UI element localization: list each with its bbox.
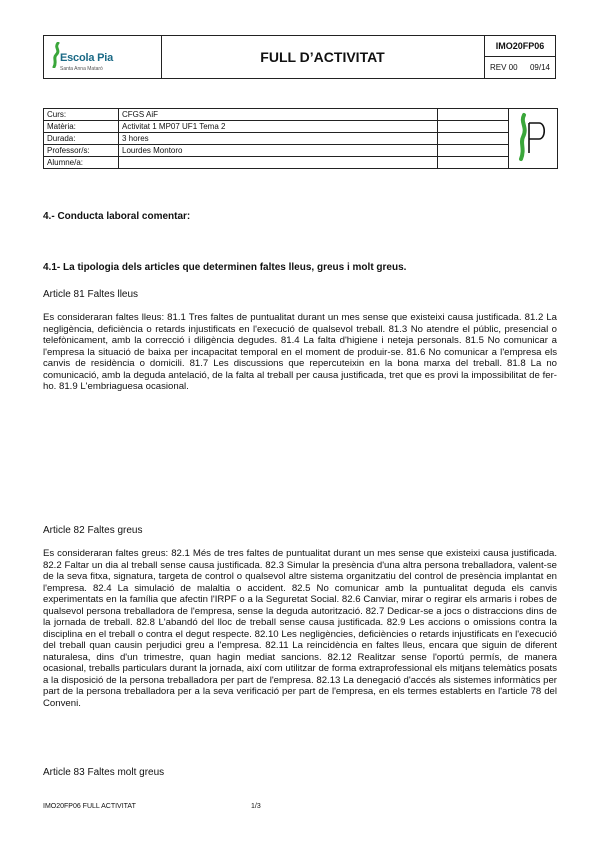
- document-code: IMO20FP06: [484, 36, 556, 57]
- document-code-cell: [484, 36, 556, 78]
- logo-name: Escola Pia: [60, 52, 114, 64]
- info-value: Activitat 1 MP07 UF1 Tema 2: [119, 121, 438, 133]
- revision: REV 00: [490, 63, 518, 72]
- empty-cell: [438, 133, 509, 145]
- info-value: 3 hores: [119, 133, 438, 145]
- table-row: [44, 109, 558, 121]
- page-number: 1/3: [251, 803, 261, 810]
- revision-row: [484, 57, 556, 78]
- fp-logo-cell: [509, 109, 558, 169]
- article-title: Article 82 Faltes greus: [43, 525, 143, 536]
- table-row: [44, 145, 558, 157]
- page-title: FULL D’ACTIVITAT: [161, 36, 485, 78]
- empty-cell: [438, 121, 509, 133]
- info-table: [43, 108, 558, 169]
- document-header: [43, 35, 556, 79]
- empty-cell: [438, 157, 509, 169]
- logo-subtitle: Santa Anna Mataró: [60, 66, 103, 72]
- revision-date: 09/14: [529, 63, 550, 72]
- empty-cell: [438, 145, 509, 157]
- article-text: Es consideraran faltes lleus: 81.1 Tres faltes de puntualitat durant un mes sense que existeixi causa justificada. 81.2 La negligència, deficiència o retards injustificats en l'execució de qualsevol treball. 81.3 No atendre el públic, presencial o telefònicament, amb la correcció i diligència degudes. 81.4 La falta d'higiene i neteja personals. 81.5 No comunicar a l'empresa la situació de baixa per incapacitat temporal en el moment de produir-se. 81.6 No comunicar a l'empresa els canvis de residència o domicili. 81.7 Les discussions que repercuteixin en la bona marxa del treball. 81.8 La no comunicació, amb la deguda antelació, de la falta al treball per causa justificada, tret que es provi la impossibilitat de fer-ho. 81.9 L'embriaguesa ocasional.: [43, 312, 557, 392]
- info-label: Matèria:: [44, 121, 119, 133]
- footer-code: IMO20FP06 FULL ACTIVITAT: [43, 803, 136, 810]
- logo-cell: [44, 36, 162, 78]
- table-row: [44, 157, 558, 169]
- article-title: Article 83 Faltes molt greus: [43, 767, 165, 778]
- article-text: Es consideraran faltes greus: 82.1 Més de tres faltes de puntualitat durant un mes sense que existeixi causa justificada. 82.2 Faltar un dia al treball sense causa justificada. 82.3 Simular la presència d'una altra persona treballadora, valent-se de la seva fitxa, signatura, targeta de control o qualsevol altre sistema organitzatiu del control de presència implantat en l'empresa. 82.4 La simulació de malaltia o accident. 82.5 No comunicar amb la puntualitat deguda els canvis experimentats en la família que afectin l'IRPF o a la Seguretat Social. 82.6 Canviar, mirar o regirar els armaris i robes de qualsevol persona treballadora de l'empresa, sense la deguda autorització. 82.7 Dedicar-se a jocs o distraccions dins de la jornada de treball. 82.8 L'abandó del lloc de treball sense causa justificada. 82.9 Les accions o omissions contra la disciplina en el treball o contra el degut respecte. 82.10 Les negligències, deficiències o retards injustificats en l'execució del treball quan causin perjudici greu a l'empresa. 82.11 La reincidència en faltes lleus, encara que siguin de diferent naturalesa, dins d'un trimestre, quan hagin mediat sancions. 82.12 Realitzar sense l'oportú permís, de manera ocasional, treballs particulars durant la jornada, així com utilitzar de forma extraprofessional els mitjans telemàtics posats a la disposició de la persona treballadora per part de l'empresa. 82.13 La denegació d'accés als sistemes informàtics per part de la persona treballadora per a la seva verificació per part de l'empresa, en els termes establerts en l'article 78 del Conveni.: [43, 548, 557, 709]
- section-heading: 4.- Conducta laboral comentar:: [43, 211, 191, 222]
- subsection-heading: 4.1- La tipologia dels articles que determinen faltes lleus, greus i molt greus.: [43, 262, 407, 273]
- info-value: CFGS AiF: [119, 109, 438, 121]
- info-label: Curs:: [44, 109, 119, 121]
- fp-logo-icon: [512, 109, 554, 165]
- info-value: [119, 157, 438, 169]
- info-label: Durada:: [44, 133, 119, 145]
- info-label: Professor/s:: [44, 145, 119, 157]
- info-label: Alumne/a:: [44, 157, 119, 169]
- info-value: Lourdes Montoro: [119, 145, 438, 157]
- table-row: [44, 121, 558, 133]
- table-row: [44, 133, 558, 145]
- empty-cell: [438, 109, 509, 121]
- article-title: Article 81 Faltes lleus: [43, 289, 139, 300]
